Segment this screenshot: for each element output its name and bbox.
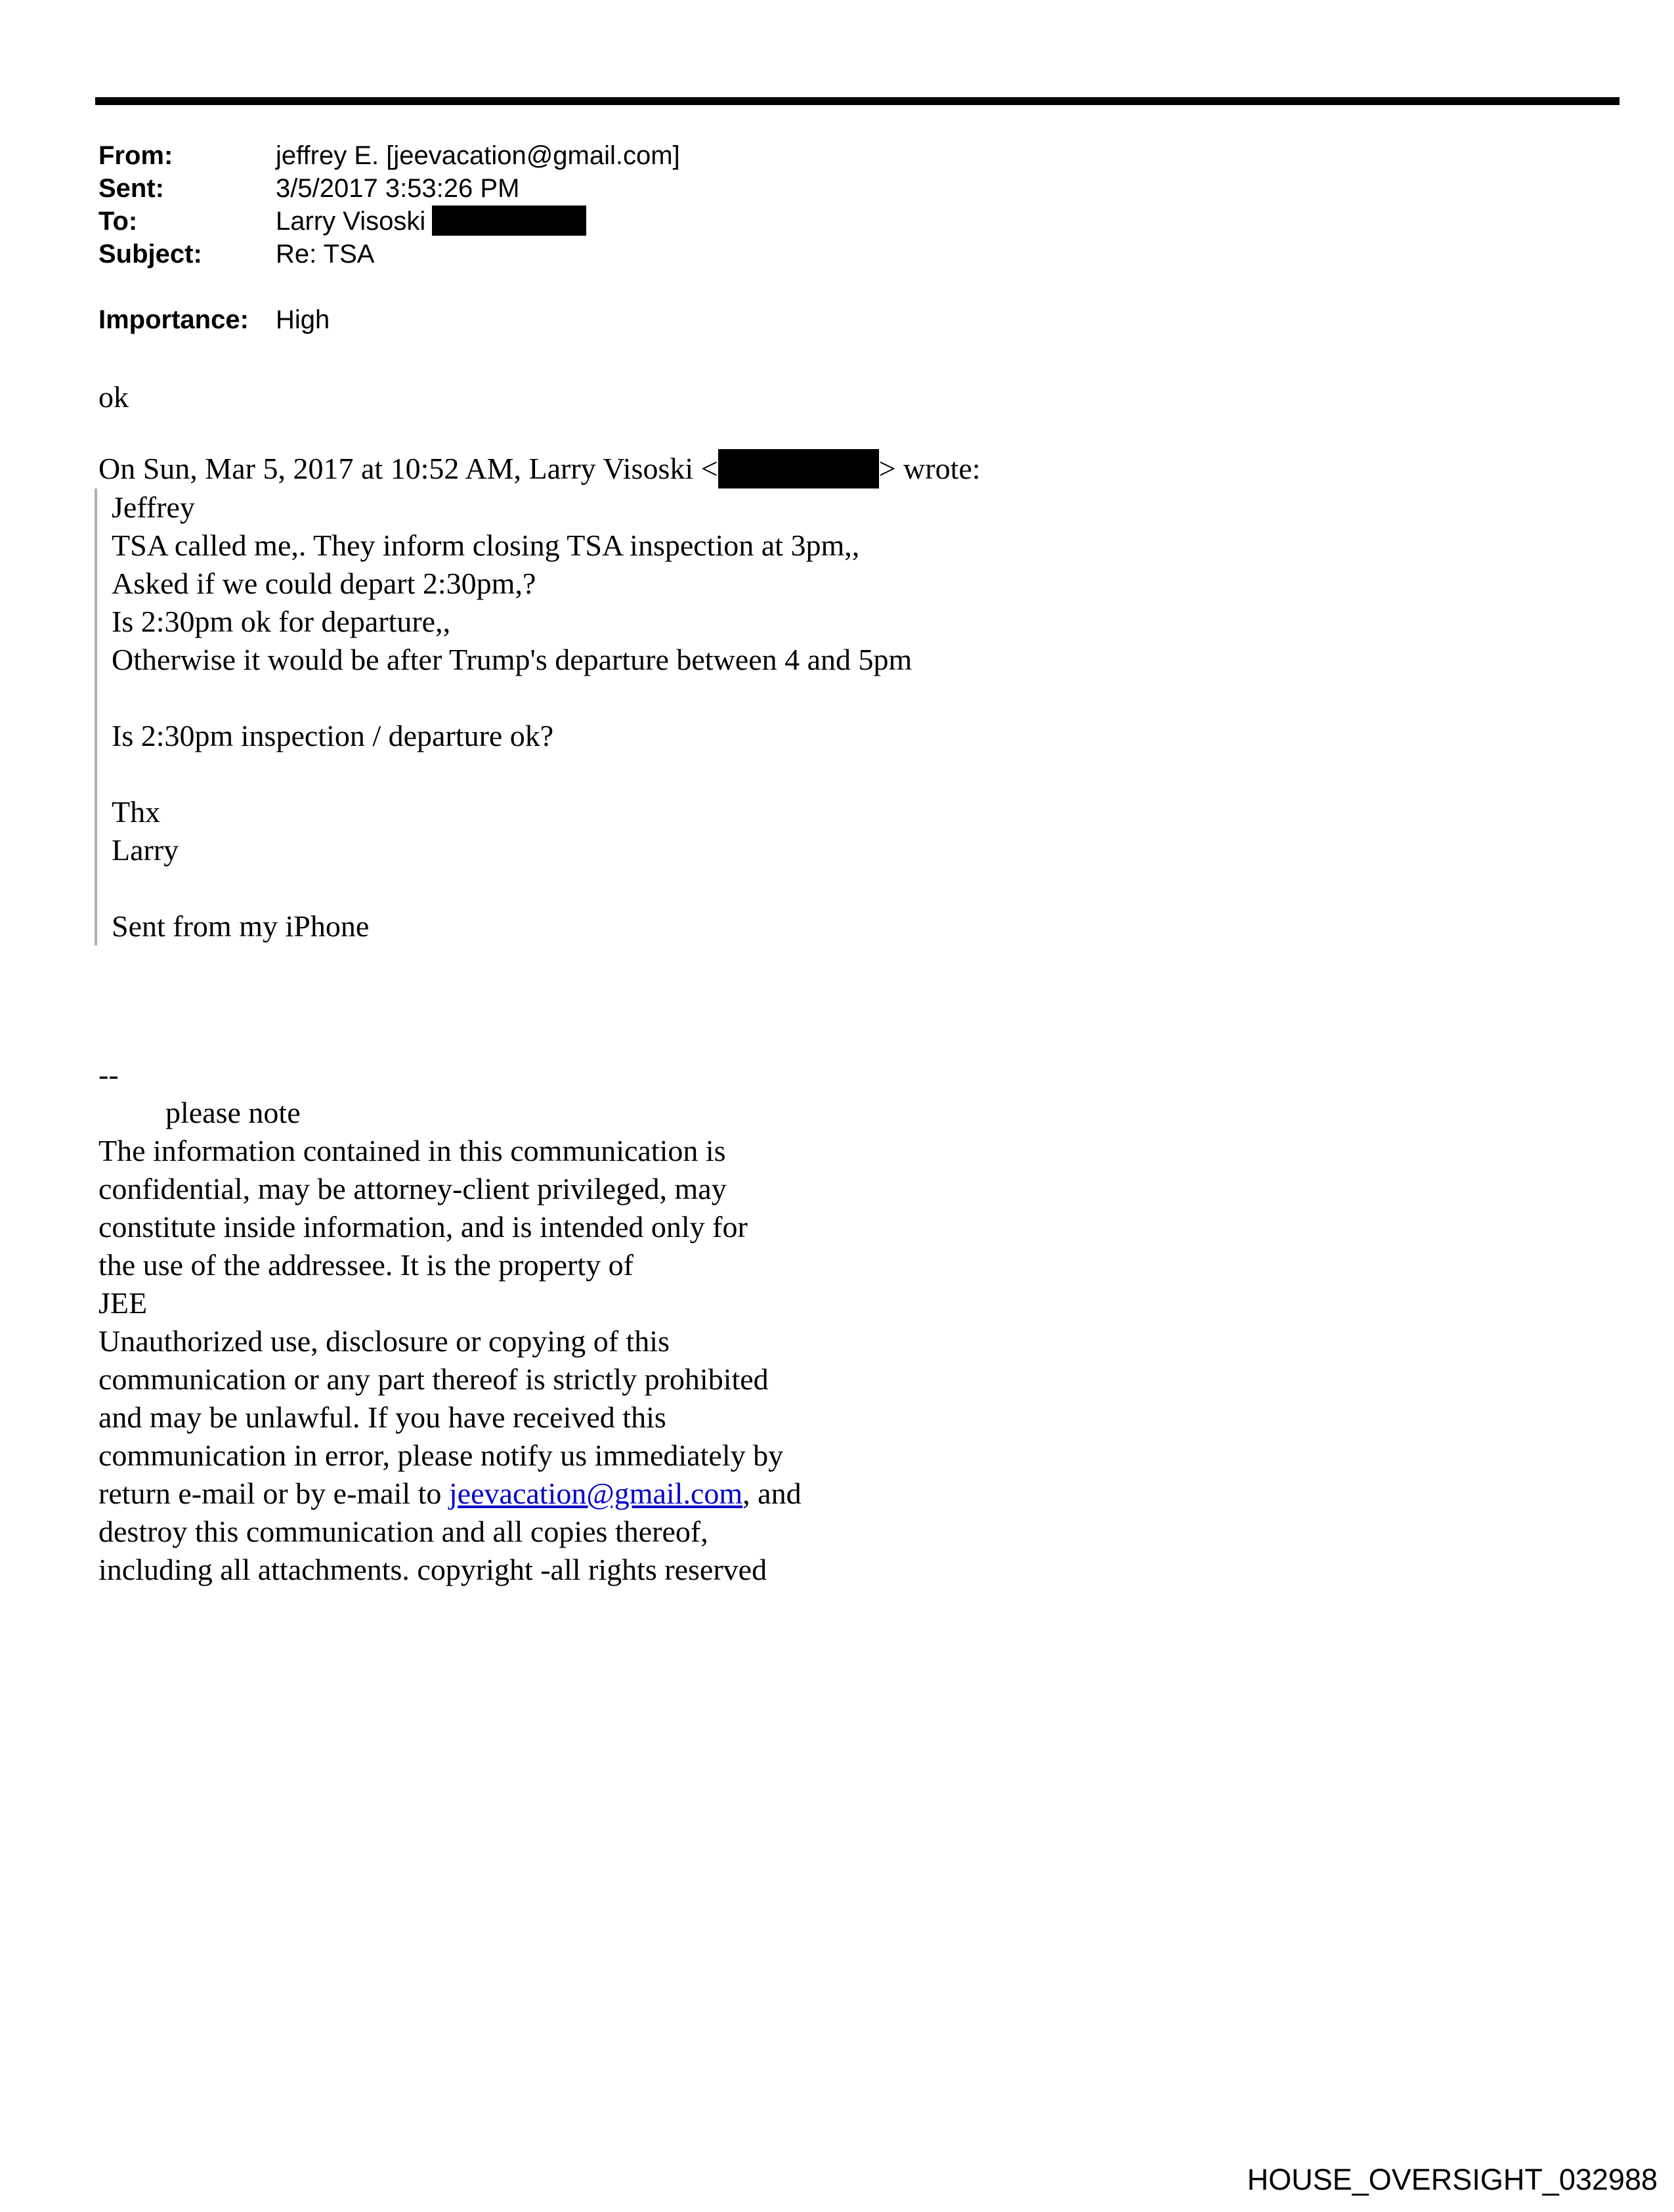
- quoted-line: Is 2:30pm inspection / departure ok?: [112, 719, 554, 752]
- disclaimer-line: communication or any part thereof is strictly prohibited: [98, 1362, 769, 1396]
- disclaimer-line: Unauthorized use, disclosure or copying of this: [98, 1324, 670, 1358]
- quoted-line: Asked if we could depart 2:30pm,?: [112, 567, 536, 600]
- disclaimer-line: including all attachments. copyright -all rights reserved: [98, 1553, 767, 1586]
- header-divider-rule: [95, 97, 1620, 105]
- quoted-line: Larry: [112, 833, 179, 867]
- subject-value: Re: TSA: [276, 240, 375, 269]
- disclaimer-link-line: [98, 1475, 802, 1513]
- disclaimer-line: and may be unlawful. If you have received this: [98, 1400, 666, 1434]
- signature-note: please note: [165, 1096, 301, 1129]
- from-label: From:: [98, 141, 173, 170]
- header-row-from: [98, 139, 680, 172]
- importance-value: High: [276, 305, 330, 334]
- quoted-line: Is 2:30pm ok for departure,,: [112, 605, 451, 638]
- reply-body-text: ok: [98, 380, 129, 414]
- signature-disclaimer-block: [98, 1056, 802, 1589]
- disclaimer-line: The information contained in this communication is: [98, 1134, 726, 1167]
- subject-label: Subject:: [98, 240, 202, 269]
- redaction-box-quoted-email-address: [718, 449, 879, 488]
- header-row-importance: [98, 303, 330, 336]
- email-header-block: [98, 139, 680, 271]
- quoted-line-blank: [112, 869, 912, 907]
- from-value: jeffrey E. [jeevacation@gmail.com]: [276, 141, 680, 170]
- to-label: To:: [98, 207, 138, 236]
- quoted-line: Jeffrey: [112, 490, 195, 524]
- quoted-line: TSA called me,. They inform closing TSA inspection at 3pm,,: [112, 529, 860, 562]
- quoted-line: Thx: [112, 795, 161, 829]
- header-row-sent: [98, 172, 680, 205]
- disclaimer-line: confidential, may be attorney-client privileged, may: [98, 1172, 727, 1205]
- quoted-line: Otherwise it would be after Trump's departure between 4 and 5pm: [112, 643, 912, 676]
- quoted-message-block: [95, 488, 912, 945]
- disclaimer-line: constitute inside information, and is intended only for: [98, 1210, 748, 1244]
- disclaimer-line: JEE: [98, 1286, 148, 1320]
- disclaimer-line: communication in error, please notify us immediately by: [98, 1439, 784, 1472]
- quote-attribution-suffix: > wrote:: [878, 452, 981, 485]
- quoted-line-blank: [112, 755, 912, 793]
- importance-label: Importance:: [98, 305, 249, 334]
- to-value-text: Larry Visoski: [276, 207, 426, 236]
- quote-attribution-prefix: On Sun, Mar 5, 2017 at 10:52 AM, Larry Visoski <: [98, 452, 718, 485]
- quoted-line-sent-from-iphone: Sent from my iPhone: [112, 909, 370, 943]
- disclaimer-line: destroy this communication and all copies thereof,: [98, 1515, 708, 1548]
- to-value: [276, 205, 586, 238]
- quote-attribution-line: [98, 449, 981, 488]
- header-row-to: [98, 205, 680, 238]
- sent-label: Sent:: [98, 174, 164, 203]
- header-row-subject: [98, 238, 680, 271]
- sent-value: 3/5/2017 3:53:26 PM: [276, 174, 520, 203]
- bates-number: HOUSE_OVERSIGHT_032988: [1247, 2163, 1658, 2196]
- link-line-suffix: , and: [742, 1477, 802, 1510]
- quoted-line-blank: [112, 679, 912, 717]
- link-line-prefix: return e-mail or by e-mail to: [98, 1477, 449, 1510]
- email-link[interactable]: jeevacation@gmail.com: [448, 1477, 743, 1510]
- disclaimer-line: the use of the addressee. It is the property of: [98, 1248, 633, 1282]
- redaction-box-to-address: [432, 206, 586, 236]
- signature-separator: --: [98, 1058, 119, 1091]
